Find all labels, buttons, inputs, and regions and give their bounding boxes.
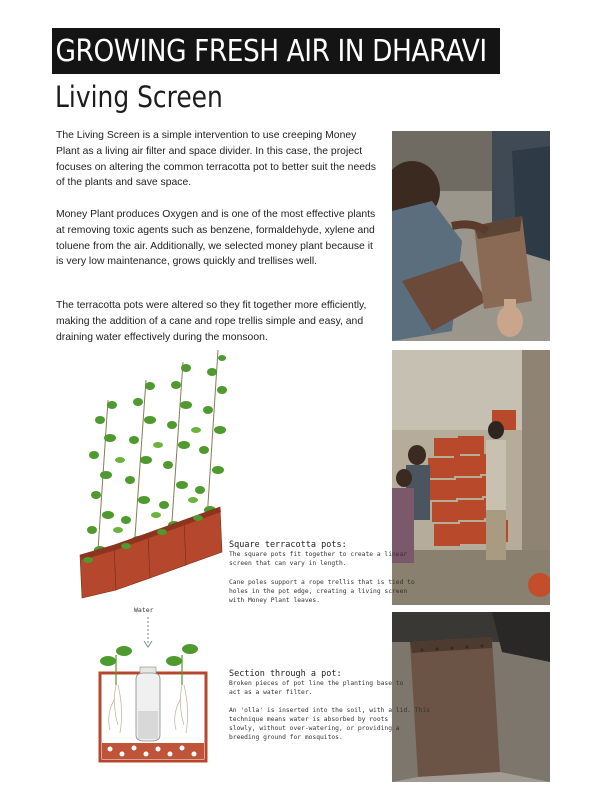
- square-pots-line-3: Cane poles support a rope trellis that is tied to: [229, 579, 415, 586]
- section-line-5: slowly, without over-watering, or providing a: [229, 725, 400, 732]
- section-line-3: An 'olla' is inserted into the soil, with a lid. This: [229, 707, 430, 714]
- square-pots-line-2: screen that can vary in length.: [229, 560, 347, 567]
- terracotta-paragraph: The terracotta pots were altered so they fit together more efficiently, making the addition of a cane and rope trellis simple and easy, and draining water effectively during the monsoon.: [56, 300, 367, 343]
- square-pots-line-4: holes in the pot edge, creating a living screen: [229, 588, 408, 595]
- photo-pot-making: [392, 131, 550, 341]
- money-plant-paragraph: Money Plant produces Oxygen and is one of the most effective plants at removing toxic agents such as benzene, formaldehyde, xylene and toluene from the air. Additionally, we selected money plant because it is very low maintenance, grows quickly and trellises well.: [56, 209, 376, 268]
- section-line-6: breeding ground for mosquitos.: [229, 734, 343, 741]
- section-line-4: technique means water is absorbed by roots: [229, 716, 389, 723]
- water-label: Water: [134, 606, 154, 614]
- living-screen-illustration: [78, 350, 228, 600]
- square-pots-line-1: The square pots fit together to create a linear: [229, 551, 408, 558]
- photo-square-pot: [392, 612, 550, 782]
- section-line-1: Broken pieces of pot line the planting base to: [229, 680, 404, 687]
- section-heading: Section through a pot:: [229, 669, 342, 679]
- square-pots-line-5: with Money Plant leaves.: [229, 597, 320, 604]
- pot-section-illustration: [96, 615, 216, 765]
- page-subtitle: Living Screen: [55, 80, 223, 114]
- square-pots-heading: Square terracotta pots:: [229, 540, 347, 550]
- page-title: GROWING FRESH AIR IN DHARAVI: [55, 33, 487, 69]
- title-bar: [52, 28, 500, 74]
- section-line-2: act as a water filter.: [229, 689, 313, 696]
- intro-paragraph: The Living Screen is a simple intervention to use creeping Money Plant as a living air filter and space divider. In this case, the project focuses on altering the common terracotta pot to better suit the needs of the plants and save space.: [56, 130, 376, 189]
- photo-stacked-pots: [392, 350, 550, 605]
